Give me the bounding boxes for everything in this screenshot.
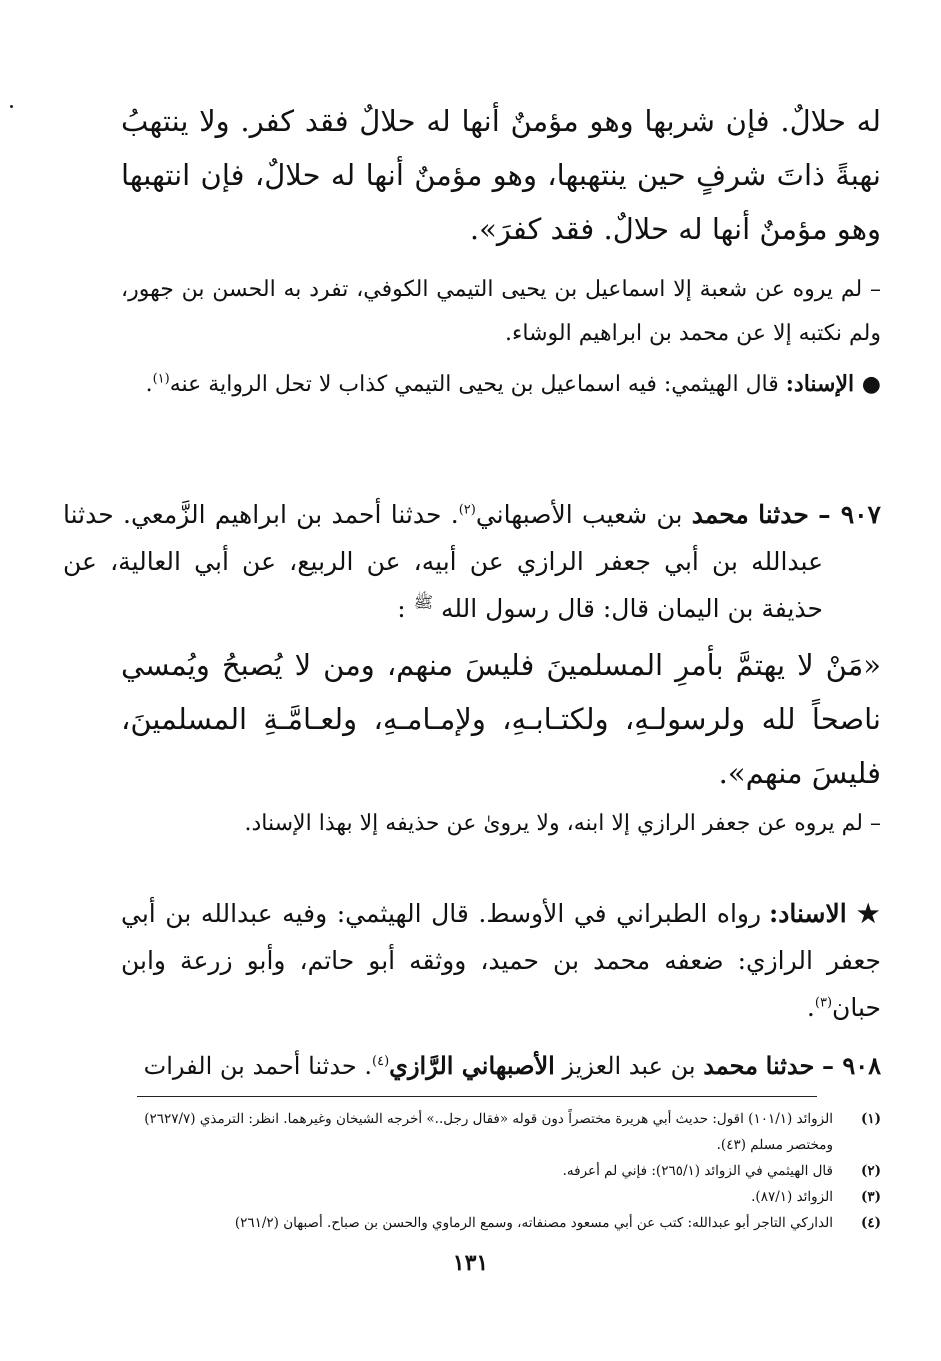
isnad-text: قال الهيثمي: فيه اسماعيل بن يحيى التيمي كذاب لا تحل الرواية عنه — [169, 372, 786, 397]
footnote-text: قال الهيثمي في الزوائد (٢٦٥/١): فإني لم أعرفه. — [562, 1163, 833, 1179]
hadith-906-text: له حلالٌ. فإن شربها وهو مؤمنٌ أنها له حلالٌ فقد كفر. ولا ينتهبُ نهبةً ذاتَ شرفٍ حين ينتهبها، وهو مؤمنٌ أنها له حلالٌ، فإن انتهبها وهو مؤمنٌ أنها له حلالٌ. فقد كفرَ». — [121, 104, 881, 246]
narrator-nisba: الأصبهاني الرَّازي — [389, 1051, 555, 1080]
footnote-text: الداركي التاجر أبو عبدالله: كتب عن أبي مسعود مصنفاته، وسمع الرماوي والحسن بن صباح. أصبهان (٢٦١/٢) — [234, 1215, 833, 1231]
chain-text: . حدثنا أحمد بن ابراهيم الزَّمعي. حدثنا عبدالله بن أبي جعفر الرازي عن أبيه، عن الربيع، عن أبي العالية، عن حذيفة بن اليمان قال: قال رسول الله — [63, 500, 823, 623]
hadith-907-isnad: ★ الاسناد: رواه الطبراني في الأوسط. قال الهيثمي: وفيه عبدالله بن أبي جعفر الرازي: ضعفه محمد بن حميد، ووثقه أبو حاتم، وأبو زرعة وابن حبان$^{(٣)}$. — [121, 899, 881, 1022]
narrator-muhammad: محمد — [703, 1051, 759, 1080]
hadith-906-isnad: ● الإسناد: قال الهيثمي: فيه اسماعيل بن يحيى التيمي كذاب لا تحل الرواية عنه$^{(١)}$. — [145, 371, 881, 397]
footnote-number: (٣) — [860, 1189, 881, 1205]
footnote-ref: (١) — [152, 371, 170, 387]
salawat-symbol: ﷺ — [413, 592, 434, 612]
footnote — [121, 1106, 881, 1158]
hadith-907-note: – لم يروه عن جعفر الرازي إلا ابنه، ولا يروىٰ عن حذيفه إلا بهذا الإسناد. — [244, 811, 881, 836]
footnote — [121, 1184, 881, 1210]
page-number: ١٣١ — [452, 1250, 489, 1276]
narrator-muhammad: محمد — [691, 500, 749, 529]
footnote-text: الزوائد (٨٧/١). — [751, 1189, 833, 1205]
chain-text: بن عبد العزيز — [554, 1052, 704, 1080]
footnote-number: (٢) — [860, 1163, 881, 1179]
footnote-number: (١) — [860, 1111, 881, 1127]
isnad-label: ● الإسناد: — [785, 371, 881, 397]
footnote — [121, 1158, 881, 1184]
chain-text: . حدثنا أحمد بن الفرات — [143, 1052, 373, 1080]
hadith-906-note: – لم يروه عن شعبة إلا اسماعيل بن يحيى التيمي الكوفي، تفرد به الحسن بن جهور، ولم نكتبه إلا عن محمد بن ابراهيم الوشاء. — [121, 277, 881, 346]
colon: : — [397, 594, 406, 623]
footnote-separator — [137, 1096, 817, 1097]
haddathana: حدثنا — [758, 500, 809, 529]
footnote-number: (٤) — [860, 1215, 881, 1231]
chain-text: بن شعيب الأصبهاني — [475, 500, 692, 529]
isnad-label: ★ الاسناد: — [769, 899, 881, 928]
hadith-907-text: «مَنْ لا يهتمَّ بأمرِ المسلمينَ فليسَ منهم، ومن لا يُصبحُ ويُمسي ناصحاً لله ولرسولـهِ، ولكتـابـهِ، ولإمـامـهِ، ولعـامَّـةِ المسلمينَ، فليسَ منهم». — [121, 648, 881, 790]
hadith-907-chain — [63, 491, 881, 632]
hadith-number: ٩٠٧ – — [818, 500, 881, 529]
footnote-ref: (٤) — [372, 1054, 390, 1069]
footnote-ref: (٢) — [458, 502, 476, 518]
footnote-text: الزوائد (١٠١/١) اقول: حديث أبي هريرة مختصراً دون قوله «فقال رجل..» أخرجه الشيخان وغيرهما. انظر: الترمذي (٢٦٢٧/٧) ومختصر مسلم (٤٣). — [144, 1111, 833, 1153]
hadith-908-chain — [63, 1042, 881, 1090]
footnotes — [121, 1106, 881, 1236]
scan-speck — [10, 105, 13, 108]
footnote-ref: (٣) — [814, 995, 833, 1011]
haddathana: حدثنا — [765, 1051, 815, 1080]
isnad-text: رواه الطبراني في الأوسط. قال الهيثمي: وفيه عبدالله بن أبي جعفر الرازي: ضعفه محمد بن حميد، ووثقه أبو حاتم، وأبو زرعة وابن حبان — [121, 899, 881, 1022]
hadith-number: ٩٠٨ – — [821, 1051, 881, 1080]
footnote — [121, 1210, 881, 1236]
